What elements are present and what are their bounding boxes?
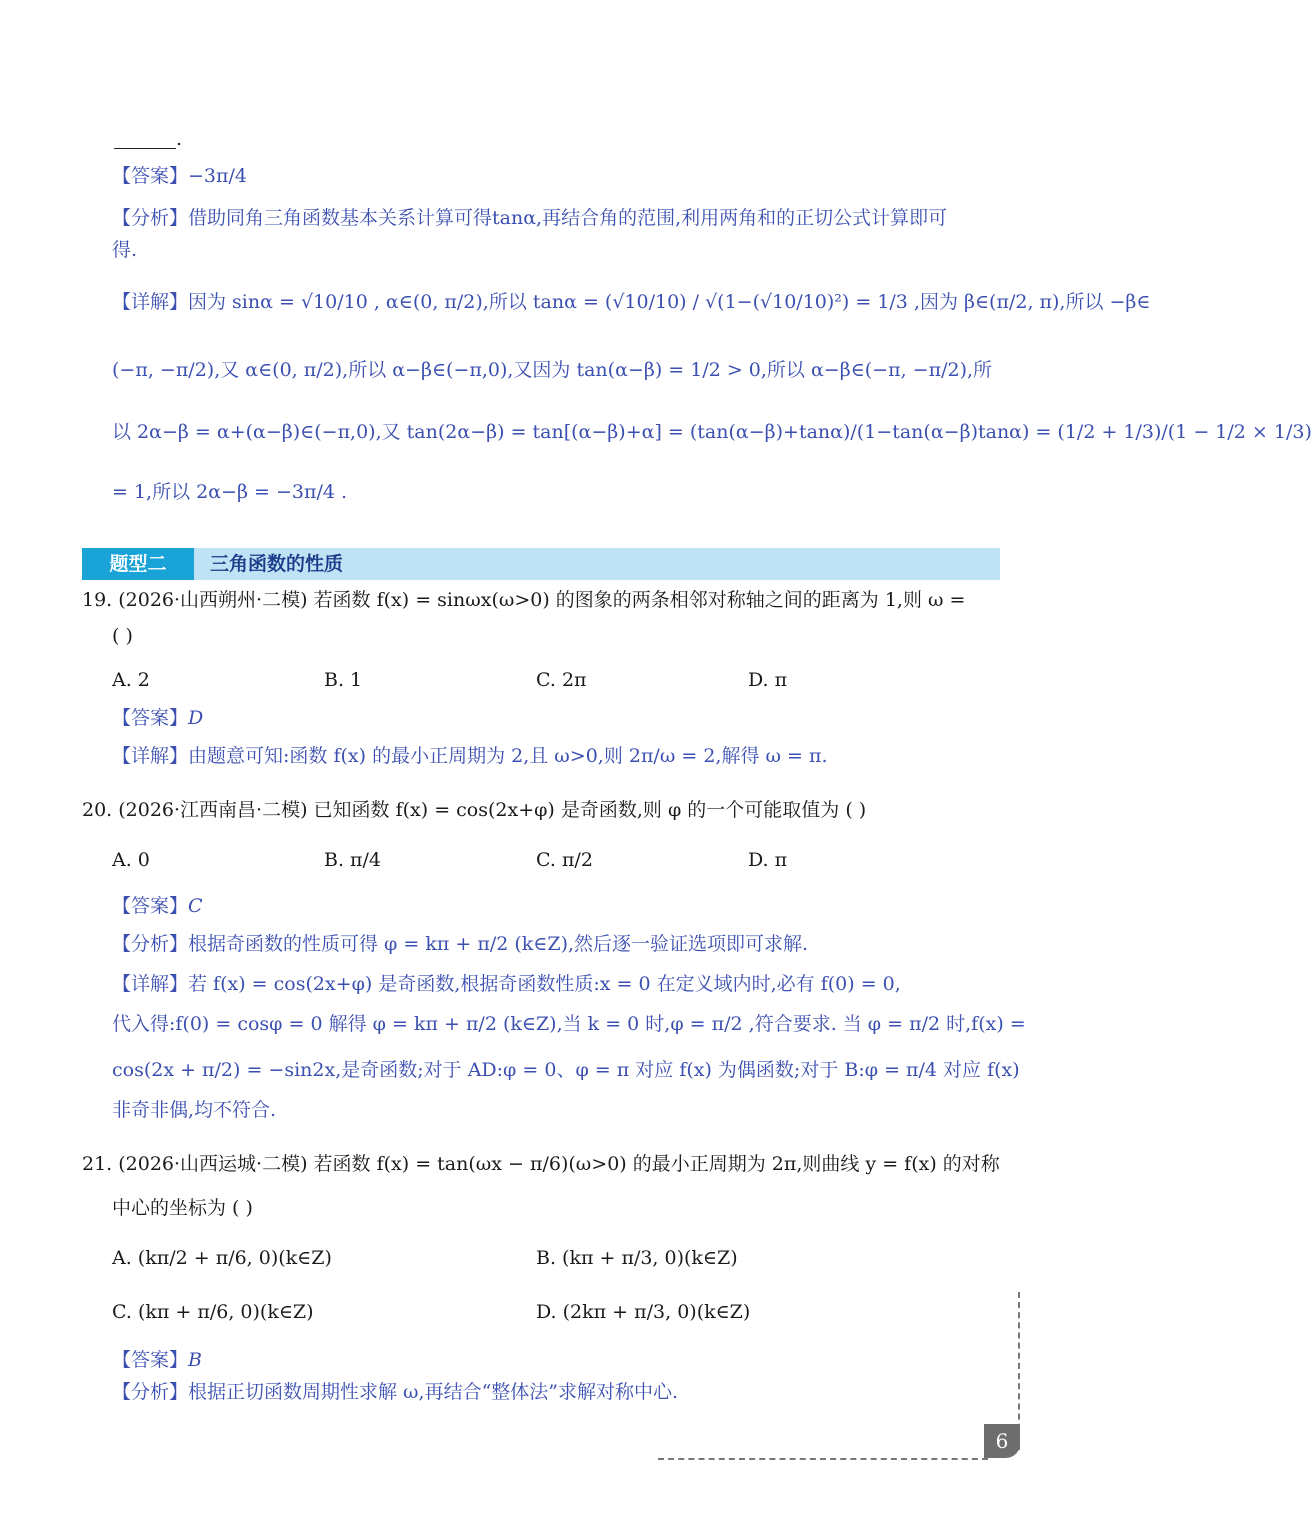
analysis-tag: 【分析】 xyxy=(112,933,189,955)
prev-analysis-line-1 xyxy=(112,204,1002,232)
q20-detail-line-2: 代入得:f(0) = cosφ = 0 解得 φ = kπ + π/2 (k∈Z),当 k = 0 时,φ = π/2 ,符合要求. 当 φ = π/2 时,f(x) = xyxy=(112,1013,1026,1035)
q20-detail-line-4: 非奇非偶,均不符合. xyxy=(112,1099,277,1121)
detail-text: 由题意可知:函数 f(x) 的最小正周期为 2,且 ω>0,则 2π/ω = 2,解得 ω = π. xyxy=(188,745,828,767)
answer-tag: 【答案】 xyxy=(112,165,189,187)
analysis-text: 借助同角三角函数基本关系计算可得tanα,再结合角的范围,利用两角和的正切公式计算即可 xyxy=(188,207,948,229)
q21-answer-line xyxy=(112,1346,1002,1374)
detail-tag: 【详解】 xyxy=(112,745,189,767)
detail-tag: 【详解】 xyxy=(112,973,189,995)
q20-detail-line-1 xyxy=(112,970,1002,998)
prev-answer-line xyxy=(112,162,1002,190)
answer-tag: 【答案】 xyxy=(112,895,189,917)
q20-option-a: A. 0 xyxy=(112,849,150,871)
analysis-tag: 【分析】 xyxy=(112,1381,189,1403)
analysis-text: 根据奇函数的性质可得 φ = kπ + π/2 (k∈Z),然后逐一验证选项即可求解. xyxy=(188,933,809,955)
q21-stem-line-1: 21. (2026·山西运城·二模) 若函数 f(x) = tan(ωx − π/6)(ω>0) 的最小正周期为 2π,则曲线 y = f(x) 的对称 xyxy=(82,1153,1000,1175)
answer-value: −3π/4 xyxy=(188,165,248,187)
q21-analysis-line xyxy=(112,1378,1002,1406)
q21-option-b: B. (kπ + π/3, 0)(k∈Z) xyxy=(536,1247,738,1269)
answer-value: B xyxy=(188,1349,202,1371)
answer-value: D xyxy=(188,707,204,729)
q20-option-b: B. π/4 xyxy=(324,849,382,871)
q19-option-d: D. π xyxy=(748,669,788,691)
q21-stem-line-2: 中心的坐标为 ( ) xyxy=(112,1197,253,1219)
answer-tag: 【答案】 xyxy=(112,1349,189,1371)
q20-option-d: D. π xyxy=(748,849,788,871)
section-title: 三角函数的性质 xyxy=(210,553,344,575)
analysis-tag: 【分析】 xyxy=(112,207,189,229)
q20-stem: 20. (2026·江西南昌·二模) 已知函数 f(x) = cos(2x+φ) 是奇函数,则 φ 的一个可能取值为 ( ) xyxy=(82,799,867,821)
q19-option-b: B. 1 xyxy=(324,669,363,691)
blank-period: . xyxy=(176,128,183,150)
answer-blank xyxy=(114,148,176,149)
prev-detail-line-1 xyxy=(112,288,1151,316)
page-number: 6 xyxy=(984,1424,1020,1458)
q19-detail-line xyxy=(112,742,1002,770)
prev-detail-line-2: (−π, −π/2),又 α∈(0, π/2),所以 α−β∈(−π,0),又因为 tan(α−β) = 1/2 > 0,所以 α−β∈(−π, −π/2),所 xyxy=(112,359,993,381)
q21-option-a: A. (kπ/2 + π/6, 0)(k∈Z) xyxy=(112,1247,332,1269)
section-badge: 题型二 xyxy=(82,548,194,580)
q20-analysis-line xyxy=(112,930,1002,958)
answer-value: C xyxy=(188,895,203,917)
q19-stem-line-2: ( ) xyxy=(112,625,133,647)
answer-tag: 【答案】 xyxy=(112,707,189,729)
prev-detail-line-4: = 1,所以 2α−β = −3π/4 . xyxy=(112,481,348,503)
q19-option-c: C. 2π xyxy=(536,669,587,691)
q20-answer-line xyxy=(112,892,1002,920)
dashed-border-horizontal xyxy=(658,1458,988,1460)
q21-option-d: D. (2kπ + π/3, 0)(k∈Z) xyxy=(536,1301,751,1323)
q19-option-a: A. 2 xyxy=(112,669,150,691)
analysis-text: 根据正切函数周期性求解 ω,再结合“整体法”求解对称中心. xyxy=(188,1381,679,1403)
detail-text: 若 f(x) = cos(2x+φ) 是奇函数,根据奇函数性质:x = 0 在定义域内时,必有 f(0) = 0, xyxy=(188,973,901,995)
detail-text: 因为 sinα = √10/10 , α∈(0, π/2),所以 tanα = (√10/10) / √(1−(√10/10)²) = 1/3 ,因为 β∈(π/2, π),所以 −β∈ xyxy=(188,291,1151,313)
prev-analysis-line-2: 得. xyxy=(112,239,138,261)
detail-tag: 【详解】 xyxy=(112,291,189,313)
q20-option-c: C. π/2 xyxy=(536,849,593,871)
q19-stem-line-1: 19. (2026·山西朔州·二模) 若函数 f(x) = sinωx(ω>0) 的图象的两条相邻对称轴之间的距离为 1,则 ω = xyxy=(82,589,966,611)
prev-detail-line-3: 以 2α−β = α+(α−β)∈(−π,0),又 tan(2α−β) = tan[(α−β)+α] = (tan(α−β)+tanα)/(1−tan(α−β)tanα) = (1/2 + 1/3)/(1 − 1/2 × 1/3) xyxy=(112,421,1312,443)
q21-option-c: C. (kπ + π/6, 0)(k∈Z) xyxy=(112,1301,314,1323)
q20-detail-line-3: cos(2x + π/2) = −sin2x,是奇函数;对于 AD:φ = 0、φ = π 对应 f(x) 为偶函数;对于 B:φ = π/4 对应 f(x) xyxy=(112,1059,1020,1081)
q19-answer-line xyxy=(112,704,1002,732)
